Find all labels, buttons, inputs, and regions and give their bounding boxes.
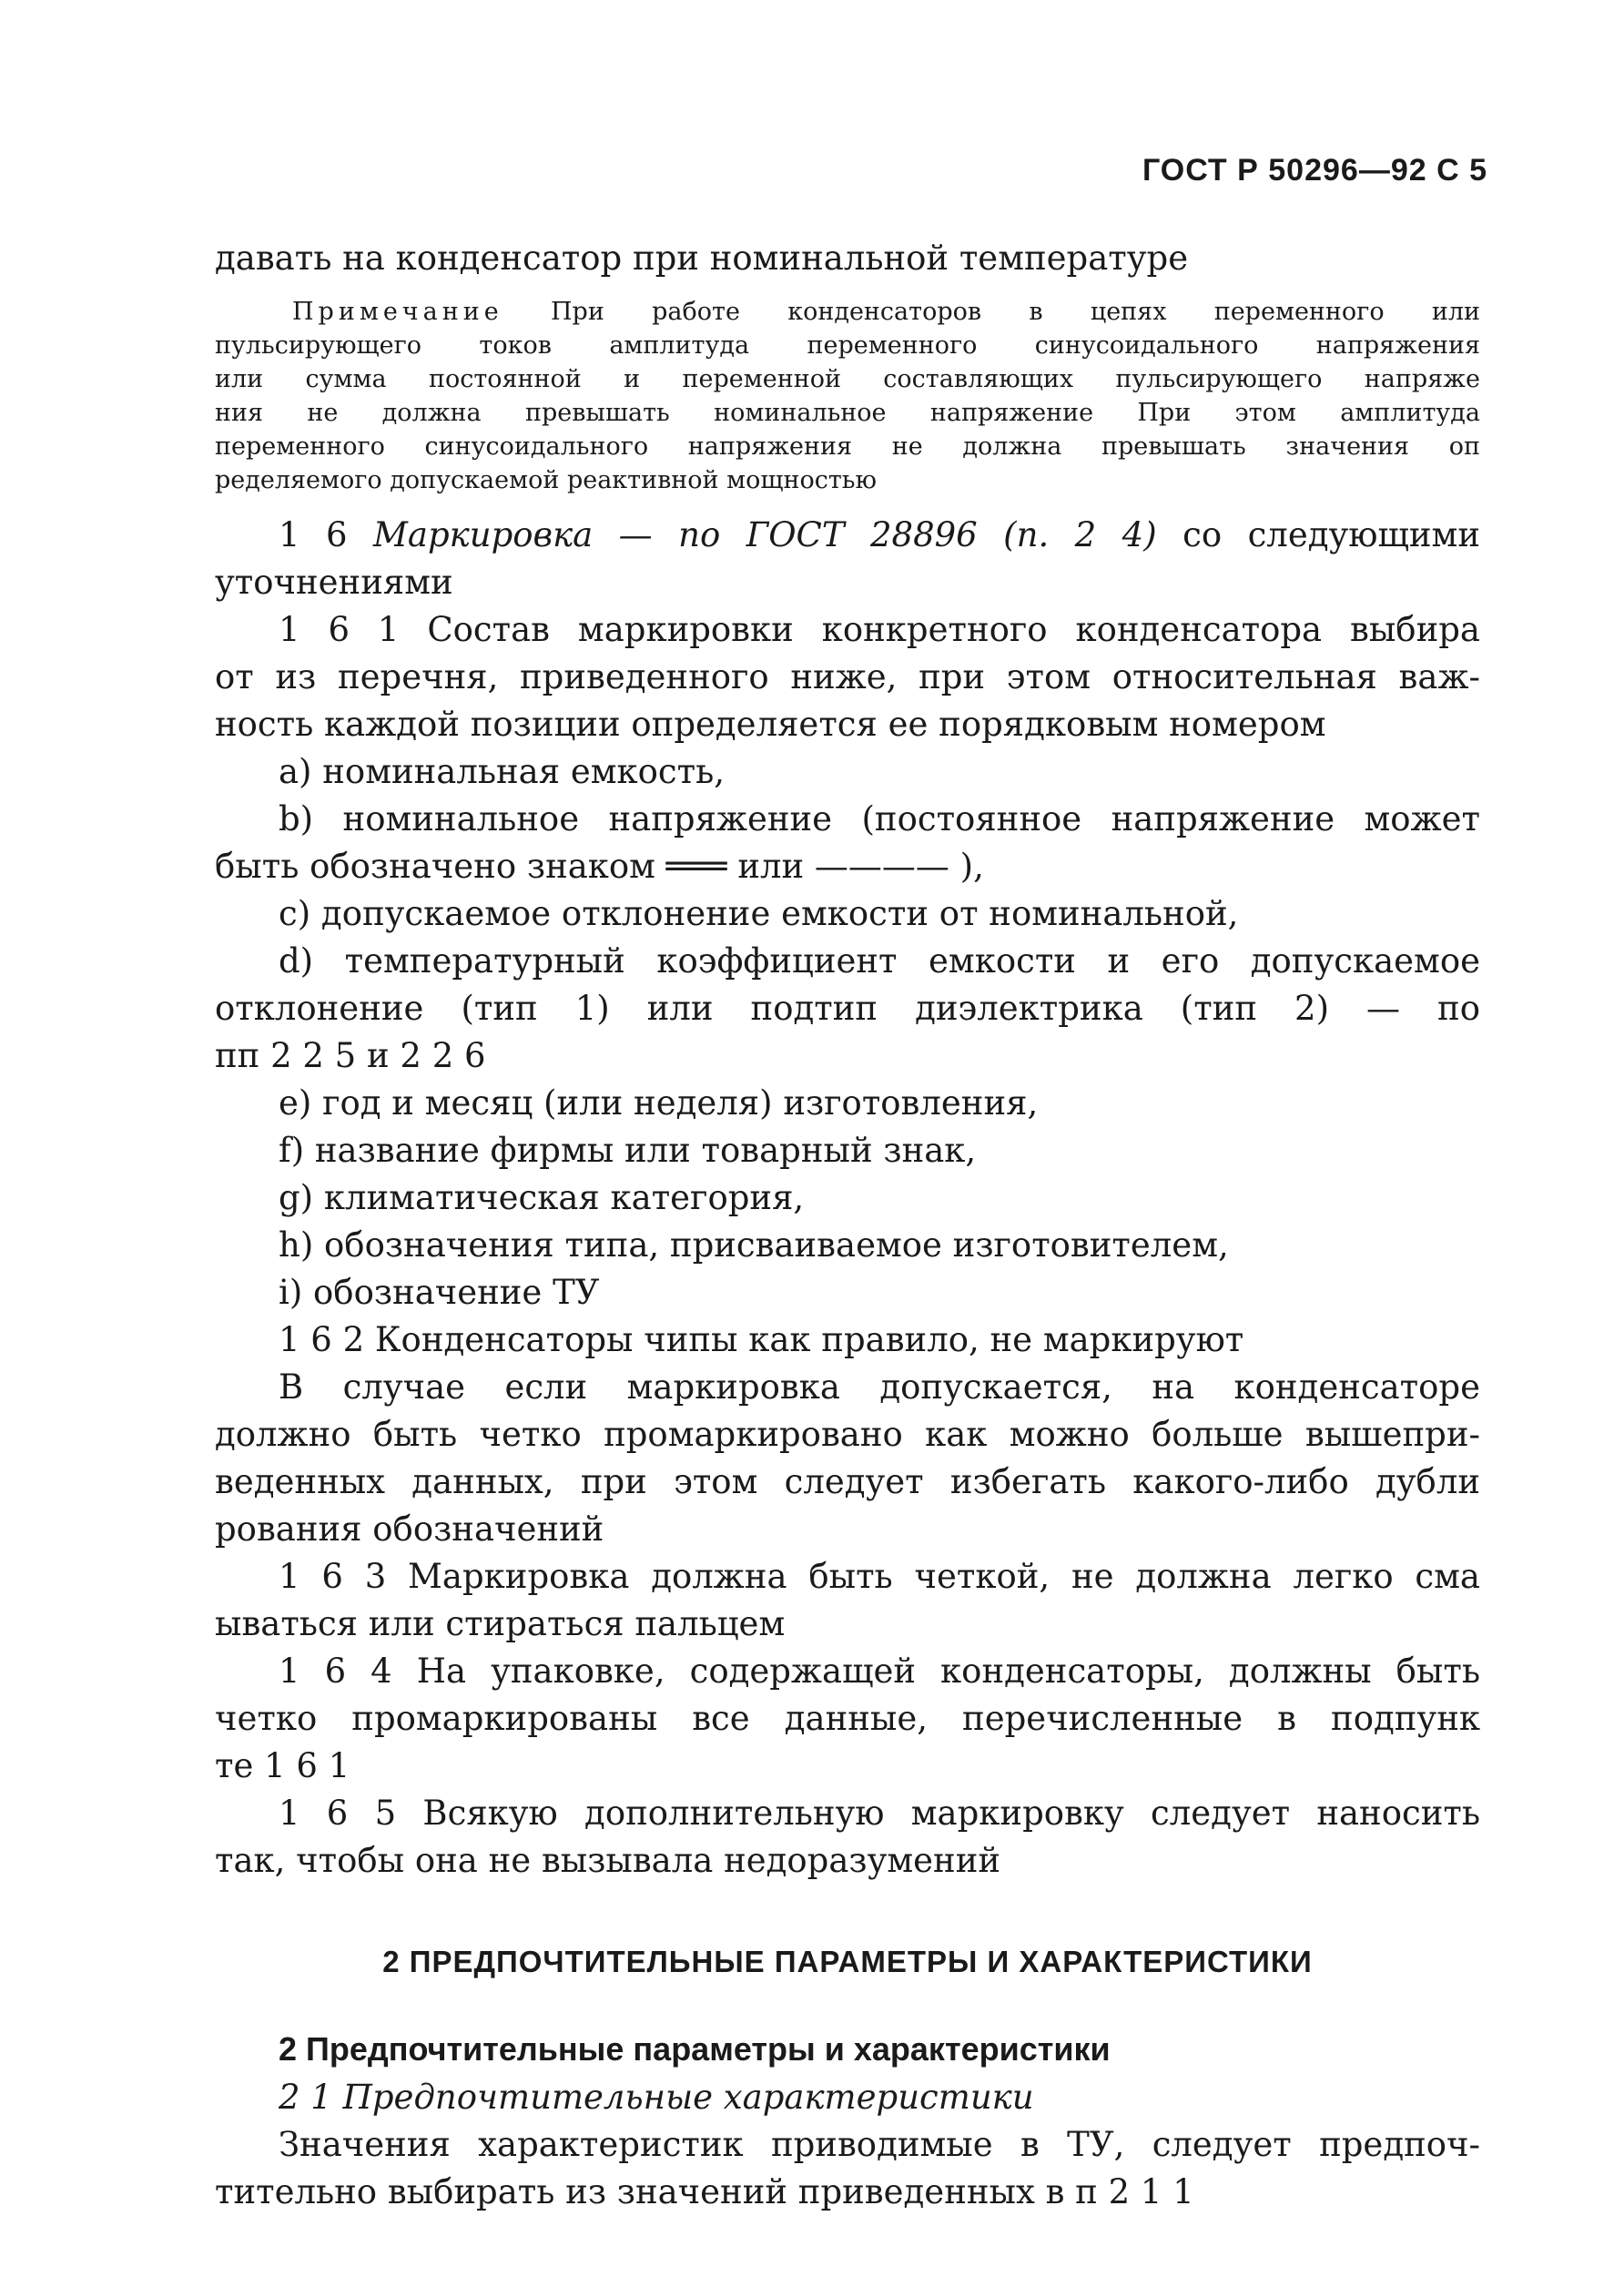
s161-line-1: 1 6 1 Состав маркировки конкретного конденсатора выбира	[279, 610, 1480, 649]
list-item-c: с) допускаемое отклонение емкости от номинальной,	[279, 894, 1239, 933]
page-content	[215, 235, 1480, 2216]
s16-number: 1 6	[279, 515, 348, 554]
section-1-6-3	[215, 1553, 1480, 1648]
note-line-6: ределяемого допускаемой реактивной мощностью	[215, 466, 878, 494]
list-item-b-line-2: быть обозначено знаком ═══ или ———— ),	[215, 847, 984, 886]
s161-line-2: от из перечня, приведенного ниже, при этом относительная важ-	[215, 657, 1480, 696]
s21-heading: 2 1 Предпочтительные характеристики	[279, 2078, 1034, 2117]
s162-line-1: 1 6 2 Конденсаторы чипы как правило, не маркируют	[279, 1320, 1244, 1359]
s162-line-2: В случае если маркировка допускается, на конденсаторе	[279, 1367, 1480, 1407]
s16-rest: со следующими	[1182, 515, 1480, 554]
list-item-d-line-3: пп 2 2 5 и 2 2 6	[215, 1036, 486, 1075]
note-line-2: пульсирующего токов амплитуда переменного синусоидального напряжения	[215, 331, 1480, 360]
s16-title: Маркировка — по ГОСТ 28896 (п. 2 4)	[373, 515, 1157, 554]
s21-line-2: тительно выбирать из значений приведенных в п 2 1 1	[215, 2172, 1194, 2211]
s165-line-1: 1 6 5 Всякую дополнительную маркировку следует наносить	[279, 1794, 1480, 1833]
note-line-1	[215, 295, 1480, 329]
list-item-i: i) обозначение ТУ	[279, 1273, 600, 1312]
note-line-5: переменного синусоидального напряжения не должна превышать значения оп	[215, 432, 1480, 461]
list-item-d-line-2: отклонение (тип 1) или подтип диэлектрика (тип 2) — по	[215, 989, 1480, 1028]
list-item-e: е) год и месяц (или неделя) изготовления,	[279, 1083, 1039, 1123]
list-item-g: g) климатическая категория,	[279, 1178, 805, 1217]
section-1-6-1	[215, 606, 1480, 748]
list-item-f: f) название фирмы или товарный знак,	[279, 1131, 977, 1170]
s164-line-1: 1 6 4 На упаковке, содержащей конденсаторы, должны быть	[279, 1652, 1480, 1691]
s162-line-4: веденных данных, при этом следует избегать какого-либо дубли	[215, 1462, 1480, 1501]
s163-line-1: 1 6 3 Маркировка должна быть четкой, не должна легко сма	[279, 1557, 1480, 1596]
s162-line-5: рования обозначений	[215, 1509, 604, 1549]
s21-paragraph	[215, 2121, 1480, 2216]
s16-heading-line	[215, 512, 1480, 559]
note-block	[215, 295, 1480, 497]
section-1-6-4	[215, 1648, 1480, 1790]
s2-heading: 2 Предпочтительные параметры и характеристики	[279, 2030, 1111, 2068]
marking-list	[215, 748, 1480, 1316]
s164-line-3: те 1 6 1	[215, 1746, 350, 1785]
list-item-a: а) номинальная емкость,	[279, 752, 725, 791]
s162-line-3: должно быть четко промаркировано как можно больше вышепри-	[215, 1415, 1480, 1454]
note-line-1-text: При работе конденсаторов в цепях переменного или	[551, 298, 1480, 326]
page-header-code: ГОСТ Р 50296—92 С 5	[1142, 153, 1487, 188]
section-2-title: 2 ПРЕДПОЧТИТЕЛЬНЫЕ ПАРАМЕТРЫ И ХАРАКТЕРИСТИКИ	[382, 1945, 1313, 1978]
s165-line-2: так, чтобы она не вызывала недоразумений	[215, 1841, 1001, 1880]
list-item-b-line-1: b) номинальное напряжение (постоянное напряжение может	[279, 799, 1480, 839]
note-line-4: ния не должна превышать номинальное напряжение При этом амплитуда	[215, 399, 1480, 427]
section-1-6-5	[215, 1790, 1480, 1885]
s21-line-1: Значения характеристик приводимые в ТУ, следует предпоч-	[279, 2125, 1480, 2164]
section-1-6-2	[215, 1316, 1480, 1553]
list-item-d-line-1: d) температурный коэффициент емкости и его допускаемое	[279, 941, 1480, 981]
s163-line-2: ываться или стираться пальцем	[215, 1604, 786, 1643]
s161-line-3: ность каждой позиции определяется ее порядковым номером	[215, 705, 1326, 744]
s16-line-2: уточнениями	[215, 563, 453, 602]
note-label: Примечание	[292, 298, 503, 326]
note-line-3: или сумма постоянной и переменной составляющих пульсирующего напряже	[215, 365, 1480, 393]
s164-line-2: четко промаркированы все данные, перечисленные в подпунк	[215, 1699, 1480, 1738]
intro-line: давать на конденсатор при номинальной температуре	[215, 239, 1189, 278]
list-item-h: h) обозначения типа, присваиваемое изготовителем,	[279, 1225, 1229, 1265]
section-1-6	[215, 512, 1480, 606]
